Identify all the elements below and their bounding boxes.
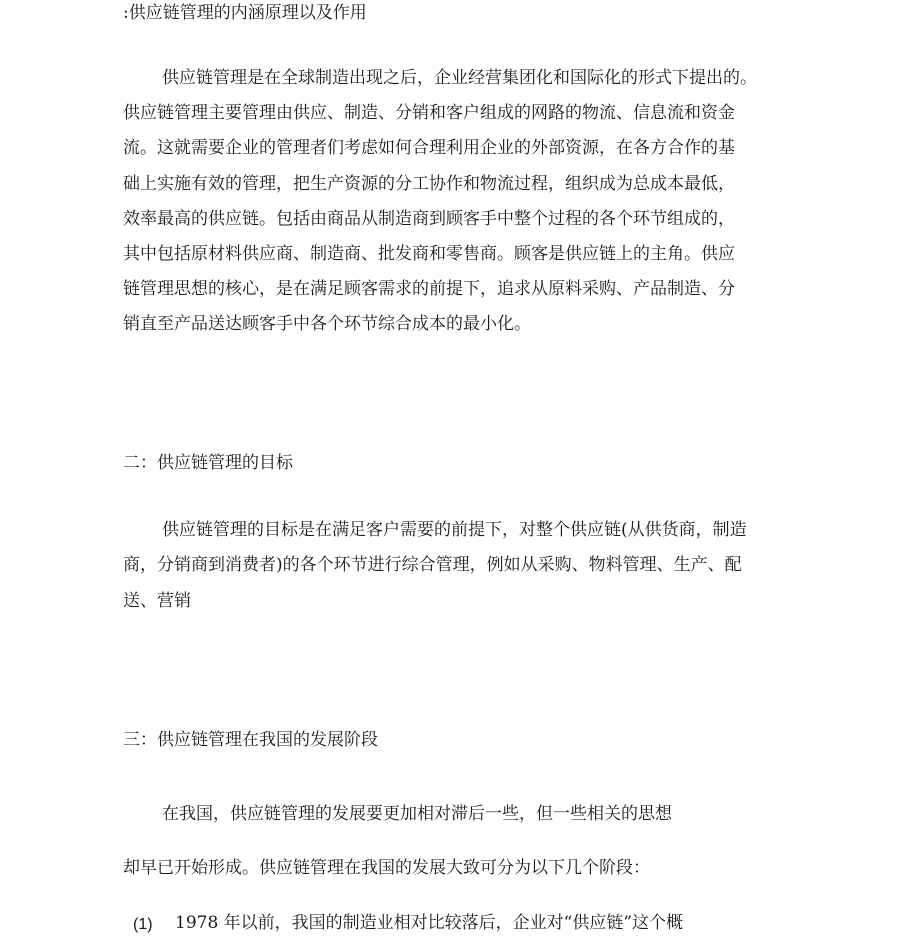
section-1-line-2: 供应链管理主要管理由供应、制造、分销和客户组成的网路的物流、信息流和资金 <box>123 103 735 123</box>
section-2-line-1: 供应链管理的目标是在满足客户需要的前提下，对整个供应链(从供货商，制造 <box>162 520 747 540</box>
section-1-line-5: 效率最高的供应链。包括由商品从制造商到顾客手中整个过程的各个环节组成的， <box>123 209 735 229</box>
section-2-line-2: 商，分销商到消费者)的各个环节进行综合管理，例如从采购、物料管理、生产、配 <box>123 555 742 575</box>
list-marker: (1) <box>133 916 153 933</box>
section-1-heading: :供应链管理的内涵原理以及作用 <box>123 3 367 23</box>
section-1-line-1: 供应链管理是在全球制造出现之后，企业经营集团化和国际化的形式下提出的。 <box>162 68 757 88</box>
section-3-line-2: 却早已开始形成。供应链管理在我国的发展大致可分为以下几个阶段： <box>123 858 650 878</box>
list-item-text: 1978 年以前，我国的制造业相对比较落后，企业对“供应链”这个概 <box>175 913 684 933</box>
section-1-line-3: 流。这就需要企业的管理者们考虑如何合理利用企业的外部资源，在各方合作的基 <box>123 138 735 158</box>
section-2-line-3: 送、营销 <box>123 591 191 611</box>
section-3-line-1: 在我国，供应链管理的发展要更加相对滞后一些，但一些相关的思想 <box>162 804 672 824</box>
section-2-heading: 二：供应链管理的目标 <box>123 453 293 473</box>
section-1-line-6: 其中包括原材料供应商、制造商、批发商和零售商。顾客是供应链上的主角。供应 <box>123 244 735 264</box>
section-1-line-7: 链管理思想的核心，是在满足顾客需求的前提下，追求从原料采购、产品制造、分 <box>123 279 735 299</box>
section-3-heading: 三：供应链管理在我国的发展阶段 <box>123 730 378 750</box>
section-1-line-4: 础上实施有效的管理，把生产资源的分工协作和物流过程，组织成为总成本最低， <box>123 174 735 194</box>
section-1-line-8: 销直至产品送达顾客手中各个环节综合成本的最小化。 <box>123 314 531 334</box>
